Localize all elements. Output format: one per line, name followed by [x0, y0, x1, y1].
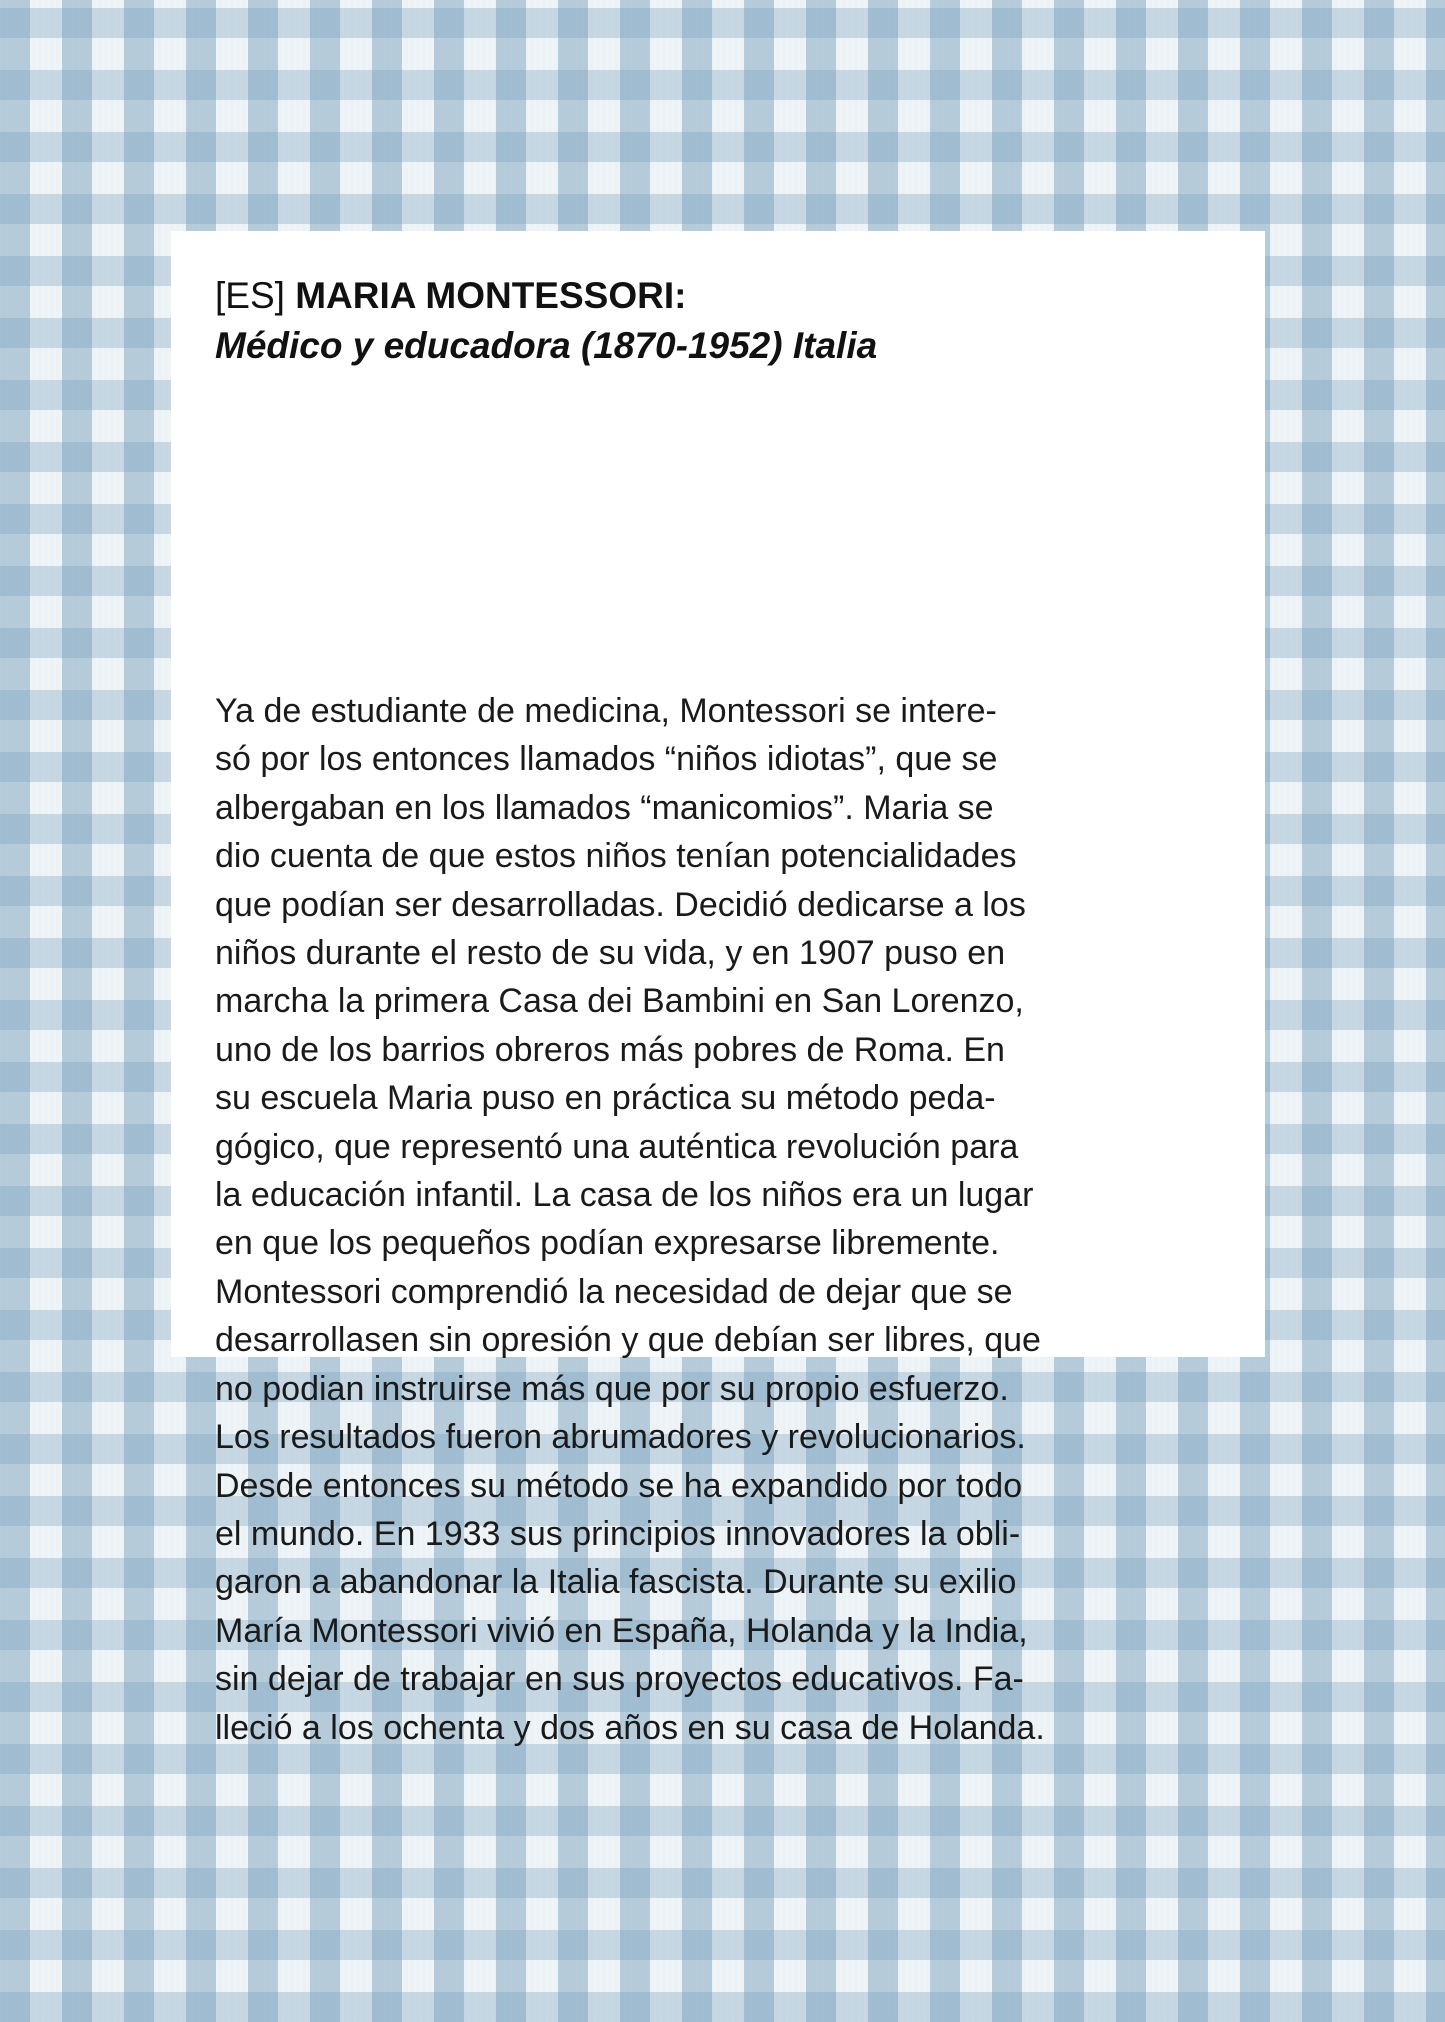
body-line: su escuela Maria puso en práctica su método peda-: [215, 1079, 996, 1118]
body-line: en que los pequeños podían expresarse libremente.: [215, 1224, 1000, 1263]
subtitle: Médico y educadora (1870-1952) Italia: [215, 325, 878, 366]
body-line: Desde entonces su método se ha expandido por todo: [215, 1466, 1023, 1505]
body-line: el mundo. En 1933 sus principios innovadores la obli-: [215, 1514, 1021, 1553]
body-line: niños durante el resto de su vida, y en 1907 puso en: [215, 934, 1006, 973]
body-line: só por los entonces llamados “niños idiotas”, que se: [215, 740, 998, 779]
body-line: sin dejar de trabajar en sus proyectos educativos. Fa-: [215, 1660, 1024, 1699]
body-line: no podian instruirse más que por su propio esfuerzo.: [215, 1369, 1009, 1408]
person-name: MARIA MONTESSORI:: [295, 275, 687, 316]
body-line: la educación infantil. La casa de los niños era un lugar: [215, 1176, 1034, 1215]
body-line: gógico, que representó una auténtica revolución para: [215, 1127, 1019, 1166]
body-line: lleció a los ochenta y dos años en su casa de Holanda.: [215, 1708, 1045, 1747]
title: [215, 271, 1221, 321]
biography-text: [215, 687, 1225, 1752]
body-line: garon a abandonar la Italia fascista. Durante su exilio: [215, 1563, 1017, 1602]
body-line: uno de los barrios obreros más pobres de Roma. En: [215, 1030, 1005, 1069]
body-line: albergaban en los llamados “manicomios”. Maria se: [215, 788, 994, 827]
body-line: Ya de estudiante de medicina, Montessori se intere-: [215, 692, 997, 730]
body-line: Montessori comprendió la necesidad de dejar que se: [215, 1272, 1013, 1311]
body-line: María Montessori vivió en España, Holanda y la India,: [215, 1611, 1028, 1650]
body-line: dio cuenta de que estos niños tenían potencialidades: [215, 837, 1017, 876]
text-card: [171, 231, 1265, 1747]
body-line: desarrollasen sin opresión y que debían ser libres, que: [215, 1321, 1041, 1360]
body-line: Los resultados fueron abrumadores y revolucionarios.: [215, 1418, 1026, 1457]
body-line: marcha la primera Casa dei Bambini en San Lorenzo,: [215, 982, 1024, 1021]
language-tag: [ES]: [215, 275, 285, 316]
body-line: que podían ser desarrolladas. Decidió dedicarse a los: [215, 885, 1026, 924]
